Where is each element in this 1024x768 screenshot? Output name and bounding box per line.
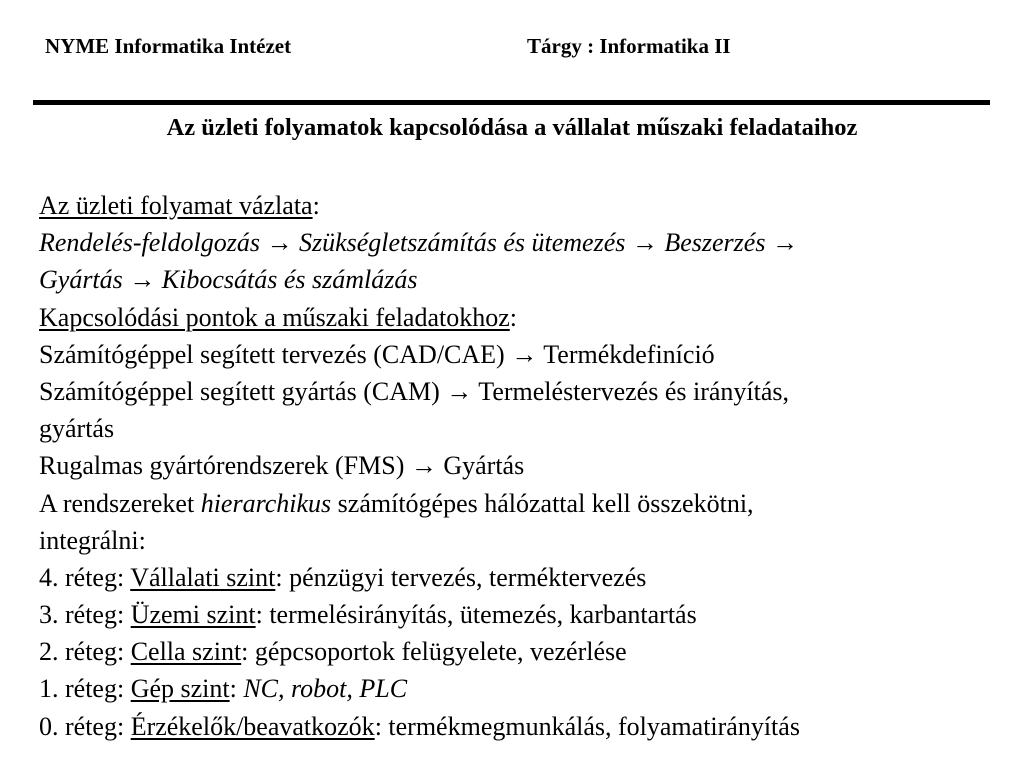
layer-prefix: 1. réteg: [39, 674, 131, 704]
cam-line-1: Számítógéppel segített gyártás (CAM) → Termeléstervezés és irányítás, [39, 376, 790, 406]
cad-line: Számítógéppel segített tervezés (CAD/CAE) → Termékdefiníció [39, 339, 715, 369]
cam-line-2: gyártás [39, 414, 115, 444]
layer-prefix: 2. réteg: [39, 637, 131, 667]
layer-name: Vállalati szint [130, 562, 276, 592]
layer-name: Üzemi szint [130, 600, 256, 630]
hierarchy-line-2: integrálni: [39, 525, 146, 555]
layer-desc: : termékmegmunkálás, folyamatirányítás [374, 711, 800, 741]
header-rule [33, 100, 990, 105]
flow-line-1 [39, 224, 999, 261]
layer-4 [39, 559, 999, 596]
layer-2 [39, 633, 999, 670]
layer-prefix: 0. réteg: [39, 711, 131, 741]
layer-prefix: 3. réteg: [39, 600, 131, 630]
connections-heading: Kapcsolódási pontok a műszaki feladatokhoz [39, 302, 510, 332]
layer-name: Cella szint [130, 637, 242, 667]
flow-text-1: Rendelés-feldolgozás → Szükségletszámítás és ütemezés → Beszerzés → [39, 228, 798, 258]
colon: : [509, 302, 517, 332]
layer-desc-sep: : [229, 674, 244, 704]
outline-heading-line [39, 187, 999, 224]
colon: : [312, 191, 320, 220]
layer-desc: : termelésirányítás, ütemezés, karbantartás [255, 600, 697, 630]
layer-name: Gép szint [130, 674, 230, 704]
header-subject: Tárgy : Informatika II [527, 34, 731, 58]
layer-prefix: 4. réteg: [39, 562, 131, 592]
hier-post: számítógépes hálózattal kell összekötni, [331, 488, 754, 518]
hierarchy-line-1 [39, 485, 999, 522]
hier-em: hierarchikus [200, 488, 332, 518]
layer-desc: : gépcsoportok felügyelete, vezérlése [241, 637, 627, 667]
slide-content [39, 187, 999, 745]
slide-title: Az üzleti folyamatok kapcsolódása a vállalat műszaki feladataihoz [166, 114, 858, 141]
flow-line-2 [39, 261, 999, 298]
flow-text-2: Gyártás → Kibocsátás és számlázás [39, 265, 418, 295]
connections-heading-line [39, 299, 999, 336]
fms-line: Rugalmas gyártórendszerek (FMS) → Gyártás [39, 451, 525, 481]
hier-pre: A rendszereket [39, 488, 201, 518]
layer-desc: : pénzügyi tervezés, terméktervezés [275, 562, 647, 592]
layer-name: Érzékelők/beavatkozók [130, 711, 375, 741]
layer-desc-em: NC, robot, PLC [243, 674, 408, 704]
layer-0 [39, 708, 999, 745]
header-institute: NYME Informatika Intézet [45, 34, 292, 58]
outline-heading: Az üzleti folyamat vázlata [39, 191, 313, 220]
layer-1 [39, 670, 999, 707]
layer-3 [39, 596, 999, 633]
